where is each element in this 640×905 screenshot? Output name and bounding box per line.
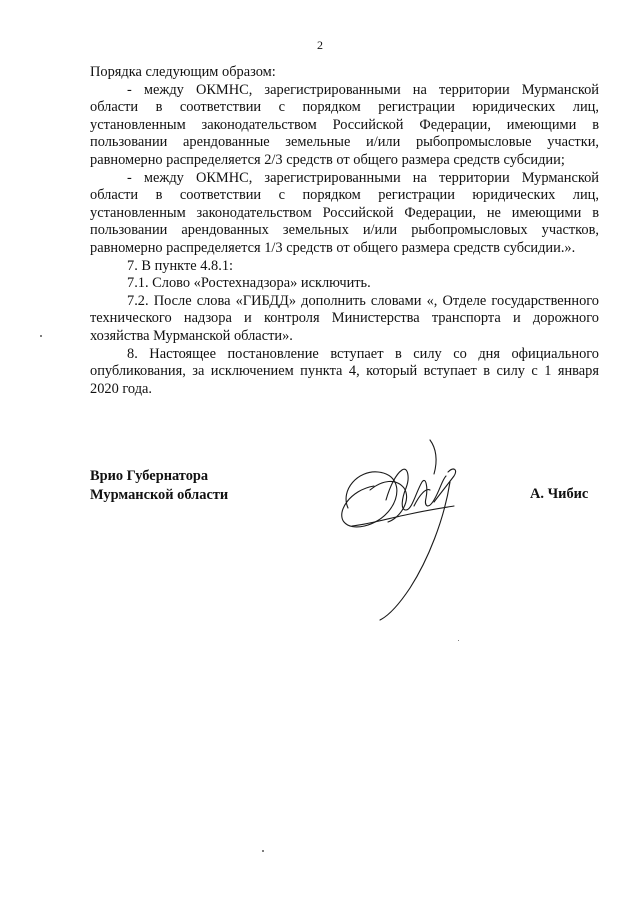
paragraph-intro: Порядка следующим образом:: [90, 64, 276, 80]
signatory-title-line2: Мурманской области: [90, 487, 229, 503]
paragraph-point-7: 7. В пункте 4.8.1:: [127, 257, 234, 274]
scan-speck: [458, 640, 459, 641]
paragraph-point-7-1: 7.1. Слово «Ростехнадзора» исключить.: [127, 275, 371, 292]
page-number: 2: [317, 38, 323, 52]
paragraph-point-7-2: 7.2. После слова «ГИБДД» дополнить словами «, Отделе государственного технического надзора и контроля Министерства транспорта и дорожного хозяйства Мурманской области».: [90, 292, 599, 344]
paragraph-item-without-plots: - между ОКМНС, зарегистрированными на территории Мурманской области в соответствии с порядком регистрации юридических лиц, установленным законодательством Российской Федерации, не имеющими в пользовании арендованных земельных и/или рыбопромысловых участков, равномерно распределяется 1/3 средств от общего размера средств субсидии.».: [90, 169, 599, 256]
paragraph-point-8: 8. Настоящее постановление вступает в силу со дня официального опубликования, за исключением пункта 4, который вступает в силу с 1 января 2020 года.: [90, 345, 599, 397]
document-body: [90, 64, 599, 398]
handwritten-signature: [330, 430, 470, 630]
scan-speck: [40, 335, 42, 337]
signatory-name: А. Чибис: [530, 486, 589, 502]
signatory-title-line1: Врио Губернатора: [90, 468, 209, 484]
scan-speck: [262, 850, 264, 852]
paragraph-item-with-plots: - между ОКМНС, зарегистрированными на территории Мурманской области в соответствии с порядком регистрации юридических лиц, установленным законодательством Российской Федерации, имеющими в пользовании арендованные земельные и/или рыбопромысловые участки, равномерно распределяется 2/3 средств от общего размера средств субсидии;: [90, 81, 599, 168]
signatory-title: [90, 467, 228, 505]
